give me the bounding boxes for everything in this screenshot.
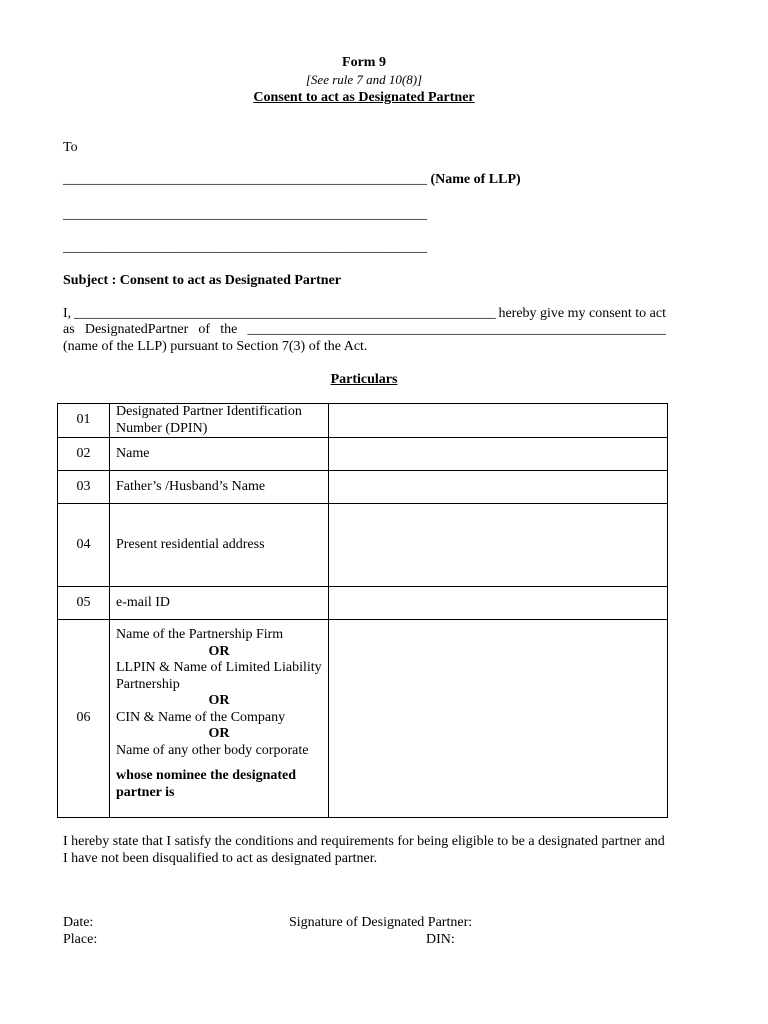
consent-line-3: (name of the LLP) pursuant to Section 7(3) of the Act.: [63, 339, 368, 354]
form-title: [0, 90, 728, 106]
row-label-dpin: Designated Partner Identification Number (DPIN): [110, 404, 329, 438]
place-label: Place:: [63, 932, 98, 947]
address-line-2[interactable]: ____________________________________________________: [63, 207, 427, 222]
email-id-value-cell[interactable]: [329, 587, 668, 620]
table-row: [58, 471, 668, 504]
table-row: [58, 587, 668, 620]
row-number: 02: [58, 438, 110, 471]
name-value-cell[interactable]: [329, 438, 668, 471]
option-other-body-corporate: Name of any other body corporate: [116, 742, 309, 758]
subject-line: Subject : Consent to act as Designated Partner: [63, 273, 342, 288]
or-separator: OR: [208, 726, 230, 741]
consent-i: I,: [63, 306, 72, 321]
row-label-nominee-entity: [110, 620, 329, 818]
declaration-text: I hereby state that I satisfy the conditions and requirements for being eligible to be a designated partner and I have not been disqualified to act as designated partner.: [63, 834, 665, 866]
row-number: 06: [58, 620, 110, 818]
consent-the: the: [220, 322, 238, 337]
row-number: 04: [58, 504, 110, 587]
address-line-3[interactable]: ____________________________________________________: [63, 240, 427, 255]
row-number: 01: [58, 404, 110, 438]
table-row: [58, 620, 668, 818]
particulars-heading: [0, 372, 728, 388]
or-separator: OR: [208, 643, 230, 659]
form-title-text: Consent to act as Designated Partner: [253, 90, 475, 105]
consent-line-2: [63, 322, 666, 338]
or-separator: OR: [208, 693, 230, 708]
particulars-table: [57, 403, 668, 818]
table-row: [58, 404, 668, 438]
row-label-name: Name: [110, 438, 329, 471]
option-cin-company: CIN & Name of the Company: [116, 709, 286, 725]
consent-line-1: [63, 306, 666, 322]
particulars-heading-text: Particulars: [330, 372, 398, 387]
option-partnership-firm: Name of the Partnership Firm: [116, 627, 284, 642]
to-label: To: [63, 140, 78, 155]
din-label: DIN:: [426, 932, 455, 947]
row-label-residential-address: Present residential address: [110, 504, 329, 587]
residential-address-value-cell[interactable]: [329, 504, 668, 587]
row-number: 05: [58, 587, 110, 620]
form-number: Form 9: [342, 55, 386, 70]
row-label-father-husband-name: Father’s /Husband’s Name: [110, 471, 329, 504]
dpin-value-cell[interactable]: [329, 404, 668, 438]
consent-designated-partner: DesignatedPartner: [84, 322, 189, 337]
name-of-llp-label: (Name of LLP): [430, 172, 521, 187]
consent-of: of: [198, 322, 211, 337]
consent-as: as: [63, 322, 75, 337]
rule-reference: [See rule 7 and 10(8)]: [305, 72, 423, 87]
llp-name-line: [63, 172, 521, 188]
table-row: [58, 438, 668, 471]
consent-name-blank[interactable]: ______________________________________________________________: [74, 306, 496, 321]
nominee-entity-value-cell[interactable]: [329, 620, 668, 818]
table-row: [58, 504, 668, 587]
father-husband-name-value-cell[interactable]: [329, 471, 668, 504]
nominee-note: whose nominee the designated partner is: [116, 768, 297, 800]
row-label-email-id: e-mail ID: [110, 587, 329, 620]
option-llpin-llp: LLPIN & Name of Limited Liability Partnership: [116, 660, 322, 692]
llp-name-blank[interactable]: ____________________________________________________: [63, 172, 427, 187]
consent-text-1: hereby give my consent to act: [498, 306, 666, 321]
consent-llp-blank[interactable]: ______________________________________________________________: [247, 322, 666, 337]
row-number: 03: [58, 471, 110, 504]
signature-label: Signature of Designated Partner:: [289, 915, 473, 930]
date-label: Date:: [63, 915, 94, 930]
